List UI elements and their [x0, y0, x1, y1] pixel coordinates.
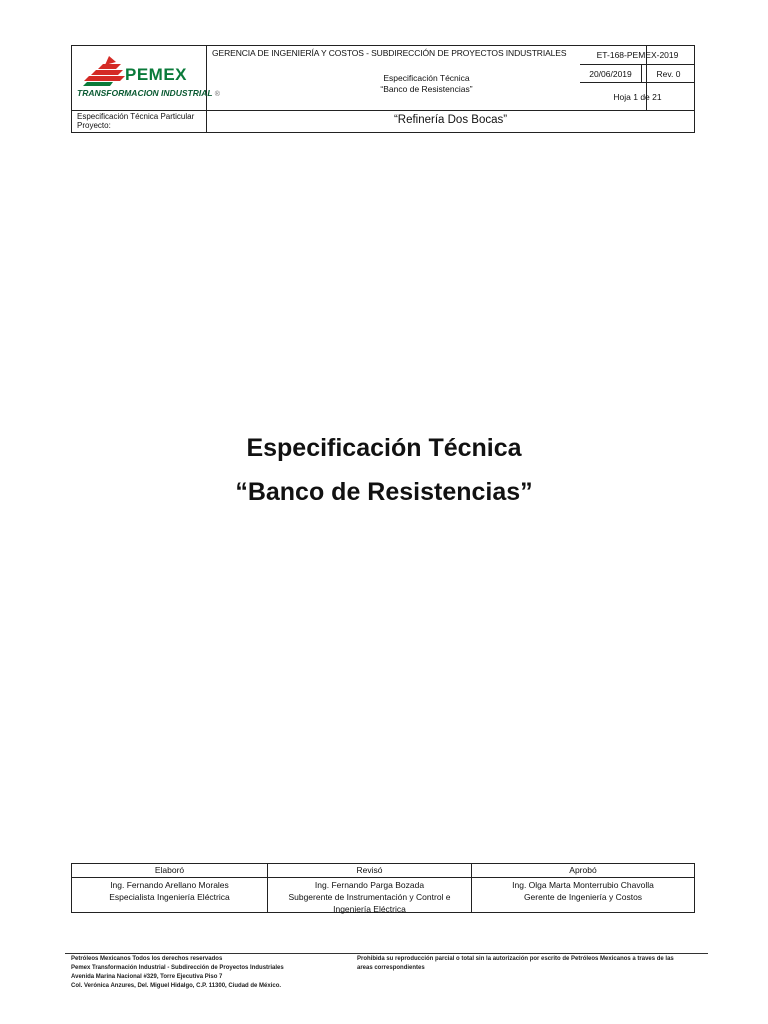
signature-position: Subgerente de Instrumentación y Control e Ingeniería Eléctrica	[288, 892, 451, 914]
header-doc-type: Especificación Técnica	[383, 73, 470, 83]
project-label	[77, 112, 194, 130]
signature-position: Especialista Ingeniería Eléctrica	[109, 892, 230, 902]
signature-role: Elaboró	[72, 864, 267, 878]
organization-line: GERENCIA DE INGENIERÍA Y COSTOS - SUBDIRECCIÓN DE PROYECTOS INDUSTRIALES	[212, 48, 567, 58]
signature-name: Ing. Fernando Arellano Morales	[110, 880, 229, 890]
signature-name: Ing. Olga Marta Monterrubio Chavolla	[512, 880, 654, 890]
signature-role: Aprobó	[472, 864, 694, 878]
footer-line: Pemex Transformación Industrial - Subdirección de Proyectos Industriales	[71, 965, 284, 971]
doc-code: ET-168-PEMEX-2019	[580, 46, 695, 65]
logo-subtitle-text: TRANSFORMACION INDUSTRIAL	[77, 88, 213, 98]
main-title-line-2: “Banco de Resistencias”	[235, 478, 533, 506]
project-label-line-2: Proyecto:	[77, 121, 111, 130]
pemex-eagle-icon	[83, 54, 131, 88]
footer-divider	[65, 953, 708, 954]
project-name: “Refinería Dos Bocas”	[393, 114, 508, 126]
pemex-logo	[77, 54, 220, 104]
footer-line: Avenida Marina Nacional #329, Torre Ejecutiva Piso 7	[71, 974, 223, 980]
signature-body	[72, 878, 267, 903]
footer-address	[71, 955, 284, 991]
footer-line: Petróleos Mexicanos Todos los derechos reservados	[71, 956, 223, 962]
signature-name: Ing. Fernando Parga Bozada	[314, 880, 425, 890]
signature-column-aprobo	[472, 864, 694, 912]
signature-body	[268, 878, 471, 915]
doc-date: 20/06/2019	[580, 65, 642, 83]
signature-position: Gerente de Ingeniería y Costos	[523, 892, 643, 902]
footer-line: Col. Verónica Anzures, Del. Miguel Hidalgo, C.P. 11300, Ciudad de México.	[71, 983, 282, 989]
project-label-cell	[72, 111, 207, 132]
signature-role: Revisó	[268, 864, 471, 878]
doc-sheet: Hoja 1 de 21	[580, 83, 695, 111]
project-label-line-1: Especificación Técnica Particular	[77, 112, 195, 121]
footer-disclaimer: Prohibida su reproducción parcial o total sin la autorización por escrito de Petróleos Mexicanos a traves de las areas correspondientes	[357, 956, 674, 971]
main-title-line-1: Especificación Técnica	[246, 434, 522, 462]
signature-column-elaboro	[72, 864, 268, 912]
document-header	[71, 45, 695, 133]
logo-brand: PEMEX	[125, 65, 188, 84]
logo-subtitle	[77, 88, 220, 98]
signature-table	[71, 863, 695, 913]
registered-mark: ®	[214, 91, 220, 98]
signature-column-reviso	[268, 864, 472, 912]
doc-revision: Rev. 0	[642, 65, 695, 83]
signature-body	[472, 878, 694, 903]
logo-cell	[72, 46, 220, 111]
project-name-cell	[207, 111, 694, 132]
header-doc-name: “Banco de Resistencias”	[380, 84, 473, 94]
